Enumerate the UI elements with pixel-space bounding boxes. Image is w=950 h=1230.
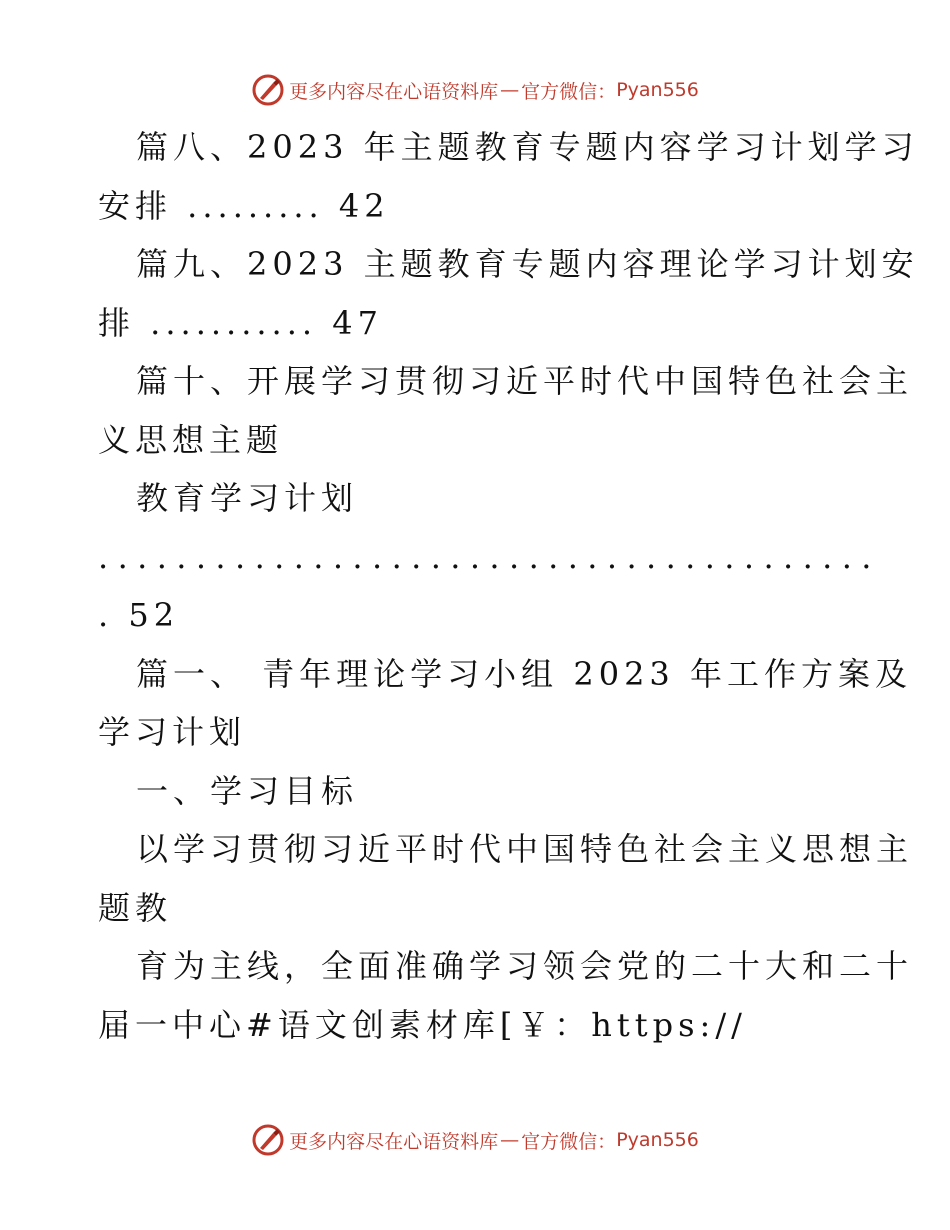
toc-line: 安排 ......... 42: [98, 186, 390, 225]
footer-wechat-label: 官方微信：: [521, 1130, 617, 1153]
pen-circle-logo-icon: [251, 73, 285, 107]
footer-watermark-dash: —: [500, 1129, 520, 1151]
section-title: 篇一、 青年理论学习小组 2023 年工作方案及: [136, 654, 912, 693]
toc-line: 篇九、2023 主题教育专题内容理论学习计划安: [136, 245, 919, 283]
header-wechat-label: 官方微信：: [521, 80, 617, 103]
header-wechat-id: Pyan556: [616, 79, 699, 101]
paragraph-line: 题教: [98, 888, 173, 927]
document-body: [98, 118, 919, 1054]
toc-line: 教育学习计划: [136, 479, 359, 517]
footer-watermark: [0, 1120, 950, 1160]
section-title-cont: 学习计划: [98, 713, 247, 751]
toc-line: 篇八、2023 年主题教育专题内容学习计划学习: [136, 128, 919, 166]
footer-watermark-text: 更多内容尽在心语资料库: [289, 1130, 499, 1153]
header-watermark: [0, 70, 950, 110]
subsection-heading: 一、学习目标: [136, 771, 359, 810]
toc-page-number: . 52: [98, 596, 180, 634]
paragraph-line: 育为主线，全面准确学习领会党的二十大和二十: [136, 947, 914, 985]
toc-leader-dots: ........................................: [98, 537, 881, 576]
header-watermark-text: 更多内容尽在心语资料库: [289, 80, 499, 103]
toc-line: 篇十、开展学习贯彻习近平时代中国特色社会主: [136, 362, 914, 400]
paragraph-line: 届一中心#语文创素材库[￥：https://: [98, 1005, 747, 1044]
paragraph-line: 以学习贯彻习近平时代中国特色社会主义思想主: [136, 830, 914, 868]
toc-line: 义思想主题: [98, 420, 284, 459]
pen-circle-logo-icon: [251, 1123, 285, 1157]
toc-line: 排 ........... 47: [98, 303, 383, 342]
header-watermark-dash: —: [500, 79, 520, 101]
footer-wechat-id: Pyan556: [616, 1129, 699, 1151]
